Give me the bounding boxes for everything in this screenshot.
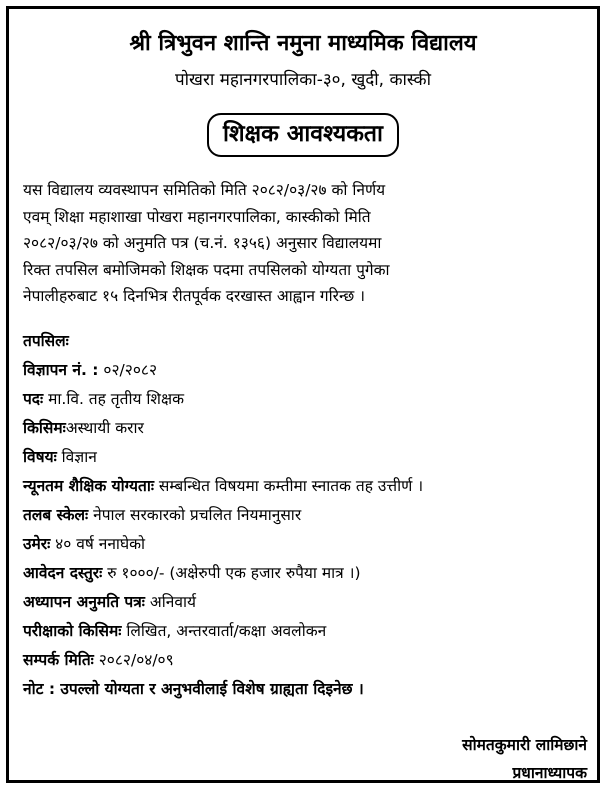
detail-label: विषयः xyxy=(23,448,57,466)
detail-value: अस्थायी करार xyxy=(65,419,144,437)
details-section xyxy=(23,327,597,704)
intro-line: नेपालीहरुबाट १५ दिनभित्र रीतपूर्वक दरखास्त आह्वान गरिन्छ । xyxy=(23,287,366,305)
detail-value: नेपाल सरकारको प्रचलित नियमानुसार xyxy=(93,506,302,524)
detail-value: लिखित, अन्तरवार्ता/कक्षा अवलोकन xyxy=(126,622,327,640)
details-heading: तपसिलः xyxy=(23,332,69,350)
detail-label: अध्यापन अनुमति पत्रः xyxy=(23,593,145,611)
detail-row-post xyxy=(23,385,597,414)
intro-line: रिक्त तपसिल बमोजिमको शिक्षक पदमा तपसिलको योग्यता पुगेका xyxy=(23,260,390,279)
detail-value: रु १०००/- (अक्षेरुपी एक हजार रुपैया मात्र ।) xyxy=(107,564,361,582)
detail-label: पदः xyxy=(23,390,44,408)
detail-label: परीक्षाको किसिमः xyxy=(23,622,122,640)
detail-row-subject xyxy=(23,443,597,472)
notice-title-wrap xyxy=(9,113,597,157)
detail-row-type xyxy=(23,414,597,443)
notice-title: शिक्षक आवश्यकता xyxy=(207,113,399,157)
intro-paragraph xyxy=(23,177,591,310)
detail-label: तलब स्केलः xyxy=(23,506,89,524)
detail-row-salary-scale xyxy=(23,501,597,530)
detail-value: अनिवार्य xyxy=(149,593,196,611)
detail-row-application-fee xyxy=(23,559,597,588)
detail-row-contact-date xyxy=(23,646,597,675)
detail-label: किसिमः xyxy=(23,419,66,437)
detail-label: विज्ञापन नं. : xyxy=(23,361,99,379)
signatory-name: सोमतकुमारी लामिछाने xyxy=(462,736,587,754)
signatory-designation: प्रधानाध्यापक xyxy=(512,764,587,782)
detail-value: २०८२/०४/०९ xyxy=(98,651,174,669)
detail-value: सम्बन्धित विषयमा कम्तीमा स्नातक तह उत्तीर्ण । xyxy=(158,477,424,495)
detail-label: न्यूनतम शैक्षिक योग्यताः xyxy=(23,477,154,495)
detail-value: ०२/२०८२ xyxy=(103,361,158,379)
school-name: श्री त्रिभुवन शान्ति नमुना माध्यमिक विद्यालय xyxy=(129,31,477,56)
intro-line: एवम् शिक्षा महाशाखा पोखरा महानगरपालिका, कास्कीको मिति xyxy=(23,207,371,226)
note-text: नोट : उपल्लो योग्यता र अनुभवीलाई विशेष ग्राह्यता दिइनेछ । xyxy=(23,680,364,698)
intro-line: यस विद्यालय व्यवस्थापन समितिको मिति २०८२/०३/२७ को निर्णय xyxy=(23,181,386,199)
detail-label: सम्पर्क मितिः xyxy=(23,651,94,669)
detail-label: आवेदन दस्तुरः xyxy=(23,564,103,582)
detail-value: मा.वि. तह तृतीय शिक्षक xyxy=(48,390,184,408)
details-heading-row xyxy=(23,327,597,356)
school-address: पोखरा महानगरपालिका-३०, खुदी, कास्की xyxy=(174,70,432,90)
detail-row-exam-type xyxy=(23,617,597,646)
detail-row-teaching-license xyxy=(23,588,597,617)
signature-block xyxy=(462,731,587,787)
detail-label: उमेरः xyxy=(23,535,51,553)
detail-value: विज्ञान xyxy=(61,448,97,466)
detail-row-age xyxy=(23,530,597,559)
detail-row-ad-no xyxy=(23,356,597,385)
detail-value: ४० वर्ष ननाघेको xyxy=(55,535,146,553)
intro-line: २०८२/०३/२७ को अनुमति पत्र (च.नं. १३५६) अनुसार विद्यालयमा xyxy=(23,234,382,252)
detail-row-min-qualification xyxy=(23,472,597,501)
vacancy-notice xyxy=(6,6,600,783)
